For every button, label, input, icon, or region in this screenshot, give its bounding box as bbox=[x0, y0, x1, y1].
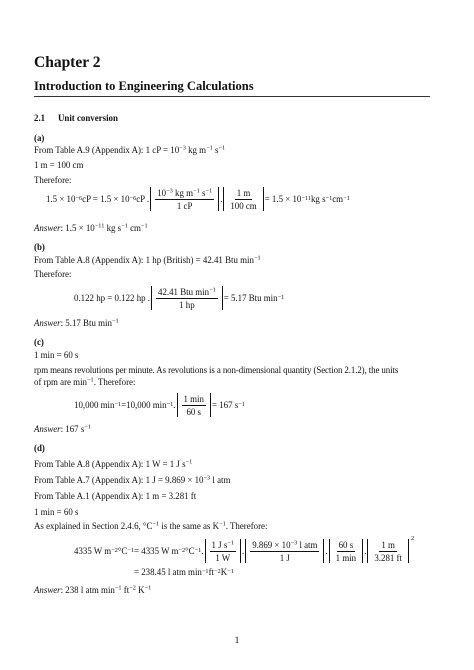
fraction: $\frac{1 m}{100 cm}$ bbox=[230, 187, 257, 211]
fraction: $\frac{1 \min}{60 s}$ bbox=[183, 393, 204, 417]
part-d-line4: 1 min = 60 s bbox=[34, 507, 79, 517]
part-b-line1: From Table A.8 (Appendix A): 1 hp (British) = 42.41 Btu $\min^{-1}$ bbox=[34, 254, 261, 265]
fraction: $\frac{1 m}{3.281 ft}$ bbox=[374, 539, 402, 563]
section-title: Unit conversion bbox=[58, 113, 118, 123]
part-a-label: (a) bbox=[34, 133, 45, 143]
part-b-therefore: Therefore: bbox=[34, 269, 72, 279]
part-a-answer: Answer: $1.5 \times 10^{-11}$ kg $s^{-1}$ $cm^{-1}$ bbox=[34, 222, 148, 233]
part-a-line1: From Table A.9 (Appendix A): 1 cP = $10^{-3}$ kg $m^{-1}$ $s^{-1}$ bbox=[34, 144, 226, 155]
part-a-line2: 1 m = 100 cm bbox=[34, 160, 84, 170]
part-d-label: (d) bbox=[34, 443, 45, 453]
fraction: $\frac{10^{-3} kg m^{-1} s^{-1}}{1 cP}$ bbox=[157, 187, 213, 211]
square-exponent: 2 bbox=[410, 535, 415, 542]
fraction: $\frac{9.869 \times 10^{-3} l atm}{1 J}$ bbox=[252, 539, 318, 563]
part-d-equation: 4335 W m −2 °C −1 = 4335 W m −2 °C −1 . $\frac{1 J s^{-1}}{1 W}$ . $\frac{9.869 \times 10^{-3} l atm}{1 J}$ . $\frac{60 s}{1 \min}$ . $\frac{1 m}{3.281 ft}$ 2 bbox=[74, 535, 415, 563]
chapter-heading: Chapter 2 bbox=[34, 54, 101, 71]
part-c-label: (c) bbox=[34, 337, 44, 347]
part-a-equation: 1.5 × 10 −6 cP = 1.5 × 10 −6 cP . $\frac{10^{-3} kg m^{-1} s^{-1}}{1 cP}$ . $\frac{1 m}{100 cm}$ = 1.5 × 10 −11 kg s −1 cm −1 bbox=[46, 187, 350, 211]
section-number: 2.1 bbox=[34, 113, 46, 123]
part-d-line2: From Table A.7 (Appendix A): 1 $J = 9.869 \times 10^{-3}$ l atm bbox=[34, 474, 231, 485]
part-d-line5: As explained in Section 2.4.6, $^\circ C^{-1}$ is the same as $K^{-1}$. Therefore: bbox=[34, 520, 268, 531]
part-d-result: = 238.45 l atm min −1 ft −2 K −1 bbox=[134, 567, 234, 577]
chapter-title: Introduction to Engineering Calculations bbox=[34, 79, 254, 93]
fraction: $\frac{60 s}{1 \min}$ bbox=[335, 539, 357, 563]
part-c-answer: Answer: 167 $s^{-1}$ bbox=[34, 423, 91, 434]
page-number: 1 bbox=[234, 636, 240, 646]
part-d-line1: From Table A.8 (Appendix A): 1 W = 1 J $s^{-1}$ bbox=[34, 458, 193, 469]
fraction: $\frac{42.41 Btu \min^{-1}}{1 hp}$ bbox=[158, 286, 216, 310]
part-d-line3: From Table A.1 (Appendix A): 1 m = 3.281 ft bbox=[34, 491, 197, 501]
part-b-equation: 0.122 hp = 0.122 hp . $\frac{42.41 Btu \min^{-1}}{1 hp}$ = 5.17 Btu min −1 bbox=[74, 286, 285, 310]
part-b-answer: Answer: 5.17 Btu $\min^{-1}$ bbox=[34, 317, 119, 328]
part-b-label: (b) bbox=[34, 242, 45, 252]
part-c-line1: 1 min = 60 s bbox=[34, 350, 79, 360]
part-d-answer: Answer: 238 l atm $\min^{-1} ft^{-2}$ $K^{-1}$ bbox=[34, 584, 152, 595]
part-c-line2: rpm means revolutions per minute. As revolutions is a non-dimensional quantity (Section 2.1.2), the units bbox=[34, 365, 399, 375]
part-a-therefore: Therefore: bbox=[34, 175, 72, 185]
part-c-line3: of rpm are $\min^{-1}$. Therefore: bbox=[34, 376, 136, 387]
part-c-equation: 10,000 min −1 =10,000 min −1 . $\frac{1 \min}{60 s}$ = 167 s −1 bbox=[74, 393, 245, 417]
heading-rule bbox=[34, 96, 430, 97]
fraction: $\frac{1 J s^{-1}}{1 W}$ bbox=[211, 539, 234, 563]
